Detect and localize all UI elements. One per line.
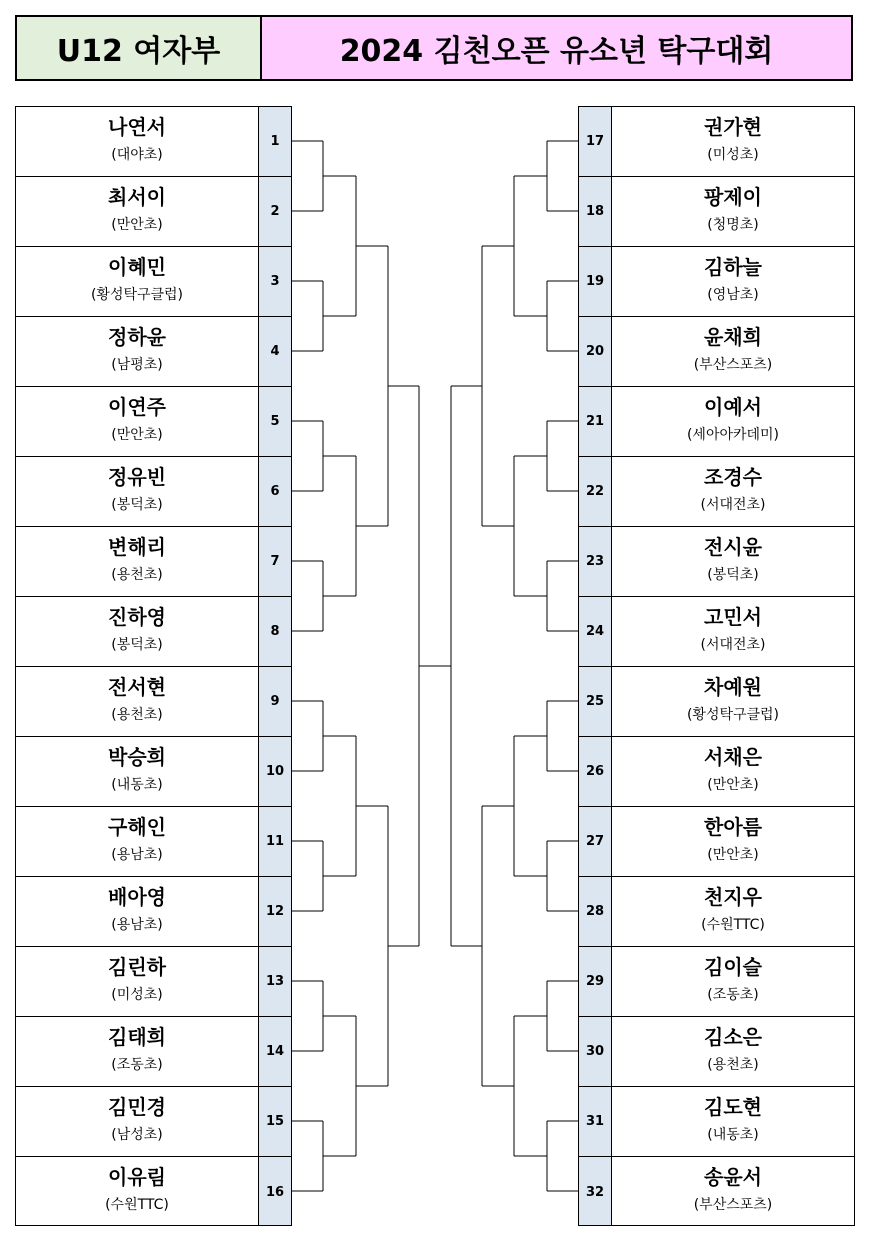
player-school: (내동초) bbox=[111, 777, 163, 793]
player-name: 나연서 bbox=[108, 115, 166, 139]
player-name: 배아영 bbox=[108, 885, 166, 909]
category-label: U12 여자부 bbox=[17, 17, 262, 79]
player-school: (내동초) bbox=[707, 1127, 759, 1143]
seed-number: 29 bbox=[579, 947, 611, 1017]
seed-number: 26 bbox=[579, 737, 611, 807]
player-school: (수원TTC) bbox=[701, 917, 765, 933]
player-name: 변해리 bbox=[108, 535, 166, 559]
seed-number: 21 bbox=[579, 387, 611, 457]
player-name: 이예서 bbox=[704, 395, 762, 419]
player-name: 김이슬 bbox=[704, 955, 762, 979]
player-school: (대야초) bbox=[111, 147, 163, 163]
player-school: (용천초) bbox=[111, 707, 163, 723]
player-name: 이유림 bbox=[108, 1165, 166, 1189]
player-school: (미성초) bbox=[111, 987, 163, 1003]
player-school: (만안초) bbox=[111, 427, 163, 443]
seed-number: 31 bbox=[579, 1087, 611, 1157]
player-school: (용천초) bbox=[111, 567, 163, 583]
seed-number: 30 bbox=[579, 1017, 611, 1087]
player-name: 김도현 bbox=[704, 1095, 762, 1119]
player-school: (황성탁구클럽) bbox=[686, 707, 780, 723]
player-name: 최서이 bbox=[108, 185, 166, 209]
player-name: 서채은 bbox=[704, 745, 762, 769]
player-school: (수원TTC) bbox=[105, 1197, 169, 1213]
player-name: 권가현 bbox=[704, 115, 762, 139]
player-school: (황성탁구클럽) bbox=[90, 287, 184, 303]
player-name: 김태희 bbox=[108, 1025, 166, 1049]
player-school: (남성초) bbox=[111, 1127, 163, 1143]
seed-number: 22 bbox=[579, 457, 611, 527]
seed-number: 19 bbox=[579, 247, 611, 317]
player-school: (부산스포츠) bbox=[693, 1197, 773, 1213]
player-name: 윤채희 bbox=[704, 325, 762, 349]
player-school: (미성초) bbox=[707, 147, 759, 163]
player-name: 김민경 bbox=[108, 1095, 166, 1119]
player-name: 고민서 bbox=[704, 605, 762, 629]
player-name: 한아름 bbox=[704, 815, 762, 839]
seed-number: 14 bbox=[259, 1017, 291, 1087]
player-name: 이연주 bbox=[108, 395, 166, 419]
seed-number: 3 bbox=[259, 247, 291, 317]
player-school: (영남초) bbox=[707, 287, 759, 303]
seed-number: 23 bbox=[579, 527, 611, 597]
player-school: (용천초) bbox=[707, 1057, 759, 1073]
player-school: (조동초) bbox=[707, 987, 759, 1003]
seed-number: 9 bbox=[259, 667, 291, 737]
seed-number: 20 bbox=[579, 317, 611, 387]
seed-number: 7 bbox=[259, 527, 291, 597]
seed-number: 12 bbox=[259, 877, 291, 947]
seed-number: 13 bbox=[259, 947, 291, 1017]
seed-number: 18 bbox=[579, 177, 611, 247]
player-school: (조동초) bbox=[111, 1057, 163, 1073]
player-name: 김소은 bbox=[704, 1025, 762, 1049]
seed-number: 32 bbox=[585, 1184, 605, 1200]
seed-number: 28 bbox=[579, 877, 611, 947]
player-name: 전서현 bbox=[108, 675, 166, 699]
player-school: (봉덕초) bbox=[707, 567, 759, 583]
seed-number: 8 bbox=[259, 597, 291, 667]
seed-number: 6 bbox=[259, 457, 291, 527]
player-name: 박승희 bbox=[108, 745, 166, 769]
seed-number: 11 bbox=[259, 807, 291, 877]
player-school: (봉덕초) bbox=[111, 637, 163, 653]
seed-number: 16 bbox=[265, 1184, 285, 1200]
player-name: 이혜민 bbox=[108, 255, 166, 279]
player-name: 차예원 bbox=[704, 675, 762, 699]
seed-number: 2 bbox=[259, 177, 291, 247]
player-school: (남평초) bbox=[111, 357, 163, 373]
seed-number: 4 bbox=[259, 317, 291, 387]
player-name: 김린하 bbox=[108, 955, 166, 979]
player-name: 정유빈 bbox=[108, 465, 166, 489]
player-name: 김하늘 bbox=[704, 255, 762, 279]
player-school: (용남초) bbox=[111, 847, 163, 863]
player-name: 진하영 bbox=[108, 605, 166, 629]
player-school: (세아아카데미) bbox=[686, 427, 780, 443]
seed-number: 17 bbox=[579, 107, 611, 177]
player-school: (봉덕초) bbox=[111, 497, 163, 513]
player-school: (용남초) bbox=[111, 917, 163, 933]
player-school: (서대전초) bbox=[700, 497, 766, 513]
player-name: 구해인 bbox=[108, 815, 166, 839]
player-school: (서대전초) bbox=[700, 637, 766, 653]
player-name: 천지우 bbox=[704, 885, 762, 909]
player-school: (만안초) bbox=[707, 847, 759, 863]
player-school: (부산스포츠) bbox=[693, 357, 773, 373]
seed-number: 25 bbox=[579, 667, 611, 737]
tournament-title: 2024 김천오픈 유소년 탁구대회 bbox=[262, 17, 851, 79]
player-name: 송윤서 bbox=[704, 1165, 762, 1189]
seed-number: 27 bbox=[579, 807, 611, 877]
player-school: (청명초) bbox=[707, 217, 759, 233]
seed-number: 1 bbox=[259, 107, 291, 177]
seed-number: 24 bbox=[579, 597, 611, 667]
player-name: 팡제이 bbox=[704, 185, 762, 209]
seed-number: 10 bbox=[259, 737, 291, 807]
player-name: 전시윤 bbox=[704, 535, 762, 559]
player-name: 정하윤 bbox=[108, 325, 166, 349]
player-school: (만안초) bbox=[707, 777, 759, 793]
seed-number: 15 bbox=[259, 1087, 291, 1157]
seed-number: 5 bbox=[259, 387, 291, 457]
player-name: 조경수 bbox=[704, 465, 762, 489]
player-school: (만안초) bbox=[111, 217, 163, 233]
